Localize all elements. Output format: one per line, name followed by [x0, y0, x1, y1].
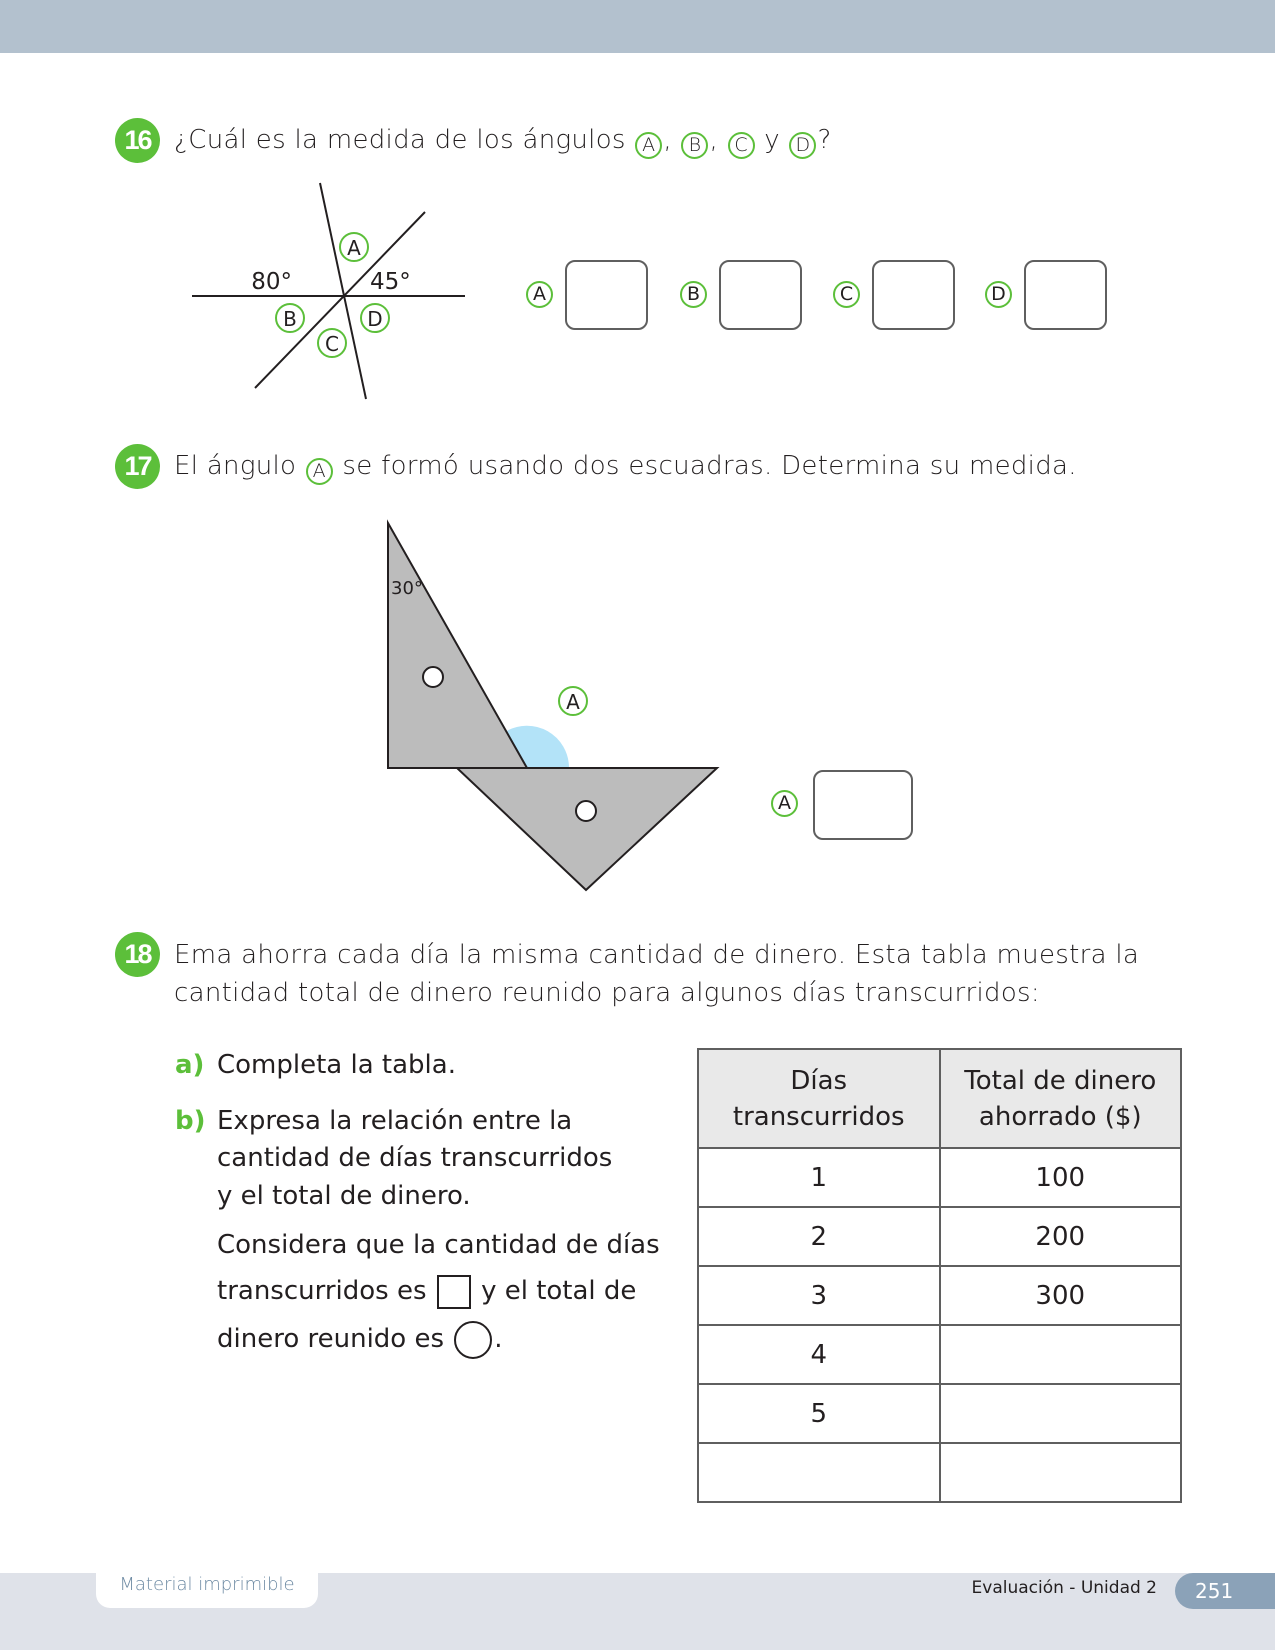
question-17-prompt: [174, 447, 1077, 485]
cell-days: 4: [698, 1325, 940, 1384]
mark-a: [559, 687, 587, 715]
diagonal-line: [255, 212, 425, 388]
cell-total: 200: [940, 1207, 1182, 1266]
subquestion-a: [175, 1046, 456, 1084]
mark-a-text: A: [347, 236, 361, 260]
mark-c-text: C: [325, 332, 339, 356]
header-line: Total de dinero: [964, 1065, 1157, 1096]
cell-total-blank[interactable]: [940, 1325, 1182, 1384]
mark-d-text: D: [367, 307, 383, 331]
mark-c: [318, 329, 346, 357]
angle-30-label: 30°: [391, 578, 423, 599]
subquestion-letter: b): [175, 1106, 206, 1136]
table-row: [698, 1325, 1181, 1384]
prompt-text: ¿Cuál es la medida de los ángulos: [174, 125, 626, 155]
header-days: [698, 1049, 940, 1148]
table-row: [698, 1443, 1181, 1502]
header-band: [0, 0, 1275, 53]
period: .: [494, 1324, 503, 1354]
angle-45-label: 45°: [370, 269, 411, 295]
steep-line: [320, 183, 366, 399]
mark-d: [361, 304, 389, 332]
answer-label-a: A: [526, 281, 553, 308]
prompt-text: El ángulo: [174, 451, 297, 481]
set-squares-figure: [370, 515, 730, 895]
set-square-30-60: [388, 523, 527, 768]
cell-days-blank[interactable]: [698, 1443, 940, 1502]
consider-line-3: [217, 1320, 503, 1359]
question-16-prompt: [174, 121, 832, 159]
page-number-badge: 251: [1175, 1573, 1275, 1609]
set-square-hole: [423, 667, 443, 687]
angle-80-label: 80°: [251, 269, 292, 295]
angle-label-d: D: [789, 132, 816, 159]
set-square-45: [457, 768, 717, 890]
angle-label-a: A: [635, 132, 662, 159]
intersecting-lines-figure: [180, 175, 480, 410]
header-line: ahorrado ($): [978, 1101, 1142, 1132]
cell-days: 5: [698, 1384, 940, 1443]
separator: ,: [709, 125, 719, 155]
cell-days: 1: [698, 1148, 940, 1207]
conjunction: y: [764, 125, 780, 155]
table-row: [698, 1207, 1181, 1266]
cell-total-blank[interactable]: [940, 1384, 1182, 1443]
mark-b-text: B: [283, 307, 297, 331]
subquestion-text-line: cantidad de días transcurridos: [217, 1143, 613, 1173]
answer-label-d: D: [985, 281, 1012, 308]
table-header-row: [698, 1049, 1181, 1148]
cell-total: 300: [940, 1266, 1182, 1325]
question-18-line-2: cantidad total de dinero reunido para algunos días transcurridos:: [174, 978, 1040, 1008]
answer-label-b: B: [680, 281, 707, 308]
cell-days: 2: [698, 1207, 940, 1266]
text: dinero reunido es: [217, 1324, 445, 1354]
subquestion-b: [175, 1102, 660, 1362]
cell-days: 3: [698, 1266, 940, 1325]
footer-material-tab: Material imprimible: [96, 1560, 318, 1608]
days-square-symbol: [437, 1275, 471, 1309]
footer-section-title: Evaluación - Unidad 2: [971, 1578, 1157, 1598]
table-row: [698, 1384, 1181, 1443]
separator: ,: [663, 125, 672, 155]
angle-label-c: C: [728, 132, 755, 159]
answer-box-a[interactable]: [813, 770, 913, 840]
savings-table: [697, 1048, 1182, 1503]
text: transcurridos es: [217, 1276, 427, 1306]
set-square-hole: [576, 801, 596, 821]
header-line: Días: [790, 1065, 848, 1096]
table-row: [698, 1148, 1181, 1207]
subquestion-letter: a): [175, 1050, 205, 1080]
prompt-text: se formó usando dos escuadras. Determina su medida.: [342, 451, 1077, 481]
answer-box-c[interactable]: [872, 260, 955, 330]
question-number-badge: 18: [115, 932, 160, 977]
angle-label-a: A: [306, 458, 333, 485]
cell-total-blank[interactable]: [940, 1443, 1182, 1502]
question-18-line-1: Ema ahorra cada día la misma cantidad de dinero. Esta tabla muestra la: [174, 940, 1140, 970]
subquestion-text: Completa la tabla.: [217, 1050, 456, 1080]
answer-label-c: C: [833, 281, 860, 308]
subquestion-text-line: y el total de dinero.: [217, 1181, 471, 1211]
question-number-badge: 16: [115, 118, 160, 163]
consider-line-1: Considera que la cantidad de días: [217, 1230, 660, 1260]
table-row: [698, 1266, 1181, 1325]
question-mark: ?: [817, 125, 832, 155]
cell-total: 100: [940, 1148, 1182, 1207]
header-line: transcurridos: [732, 1101, 905, 1132]
answer-box-d[interactable]: [1024, 260, 1107, 330]
header-total: [940, 1049, 1182, 1148]
money-circle-symbol: [454, 1321, 492, 1359]
mark-a-text: A: [566, 690, 580, 714]
mark-a: [340, 233, 368, 261]
answer-box-b[interactable]: [719, 260, 802, 330]
question-number-badge: 17: [115, 444, 160, 489]
answer-label-a: A: [771, 790, 798, 817]
text: y el total de: [481, 1276, 637, 1306]
consider-line-2: [217, 1272, 636, 1310]
angle-label-b: B: [681, 132, 708, 159]
mark-b: [276, 304, 304, 332]
answer-box-a[interactable]: [565, 260, 648, 330]
subquestion-text-line: Expresa la relación entre la: [217, 1106, 573, 1136]
